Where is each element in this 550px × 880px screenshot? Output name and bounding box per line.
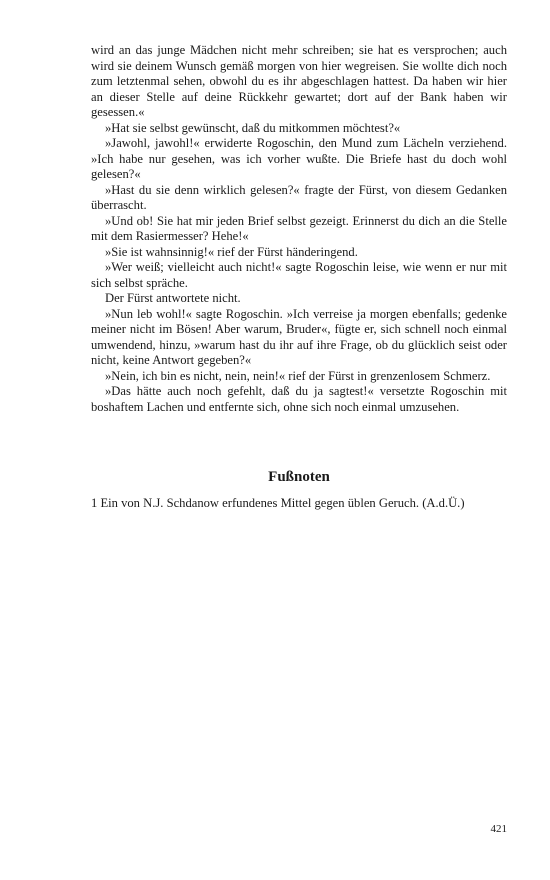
- footnotes-heading: Fußnoten: [268, 469, 330, 485]
- paragraph-9: »Nun leb wohl!« sagte Rogoschin. »Ich verreise ja morgen ebenfalls; gedenke meiner nicht im Bösen! Aber warum, Bruder«, fügte er, sich schnell noch einmal umwendend, hinzu, »warum hast du ihr auf ihre Frage, ob du glücklich seist oder nicht, keine Antwort gegeben?«: [91, 306, 507, 367]
- paragraph-10: »Nein, ich bin es nicht, nein, nein!« rief der Fürst in grenzenlosem Schmerz.: [105, 368, 491, 383]
- paragraph-7: »Wer weiß; vielleicht auch nicht!« sagte Rogoschin leise, wie wenn er nur mit sich selbst spräche.: [91, 260, 507, 290]
- paragraph-8: Der Fürst antwortete nicht.: [105, 291, 241, 305]
- paragraph-5: »Und ob! Sie hat mir jeden Brief selbst gezeigt. Erinnerst du dich an die Stelle mit dem Rasiermesser? Hehe!«: [91, 213, 507, 243]
- paragraph-4: »Hast du sie denn wirklich gelesen?« fragte der Fürst, von diesem Gedanken überrascht.: [91, 182, 507, 212]
- paragraph-3: »Jawohl, jawohl!« erwiderte Rogoschin, den Mund zum Lächeln verziehend. »Ich habe nur gesehen, was ich vorher wußte. Die Briefe hast du doch wohl gelesen?«: [91, 136, 507, 181]
- footnote-1: 1 Ein von N.J. Schdanow erfundenes Mittel gegen üblen Geruch. (A.d.Ü.): [91, 496, 465, 510]
- paragraph-2: »Hat sie selbst gewünscht, daß du mitkommen möchtest?«: [105, 120, 401, 135]
- body-text: [91, 43, 507, 415]
- paragraph-11: »Das hätte auch noch gefehlt, daß du ja sagtest!« versetzte Rogoschin mit boshaftem Lachen und entfernte sich, ohne sich noch einmal umzusehen.: [91, 384, 507, 414]
- page-number: 421: [490, 823, 507, 835]
- paragraph-6: »Sie ist wahnsinnig!« rief der Fürst händeringend.: [105, 244, 358, 259]
- paragraph-1: wird an das junge Mädchen nicht mehr schreiben; sie hat es versprochen; auch wird sie deinem Wunsch gemäß morgen von hier wegreisen. Sie wollte dich noch zum letztenmal sehen, obwohl du es ihr abgeschlagen hattest. Da haben wir hier an dieser Stelle auf deine Rückkehr gewartet; dort auf der Bank haben wir gesessen.«: [91, 43, 507, 119]
